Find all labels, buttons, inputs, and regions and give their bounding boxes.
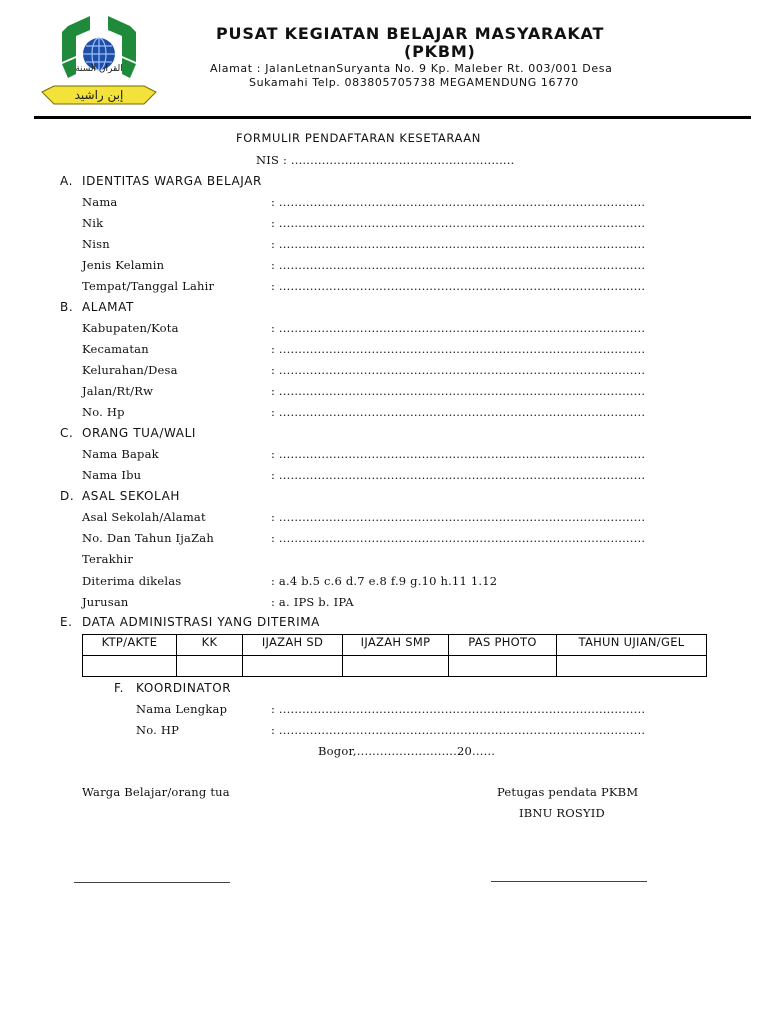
field-label: Jurusan: [82, 595, 129, 609]
section-e-title: DATA ADMINISTRASI YANG DITERIMA: [82, 615, 320, 629]
section-e-letter: E.: [60, 615, 73, 629]
field-label: No. HP: [136, 723, 180, 737]
table-cell: [177, 656, 243, 677]
field-dots: : ...............................................................................................: [271, 279, 646, 293]
field-label: Tempat/Tanggal Lahir: [82, 279, 215, 293]
table-cell: [557, 656, 707, 677]
column-header: KK: [177, 635, 243, 656]
field-label: Kecamatan: [82, 342, 149, 356]
field-label: Terakhir: [82, 552, 134, 566]
field-label: Jenis Kelamin: [82, 258, 165, 272]
section-f-title: KOORDINATOR: [136, 681, 232, 695]
table-cell: [243, 656, 343, 677]
logo-arabic-top: القرآن السنة: [75, 64, 123, 74]
field-dots: : ...............................................................................................: [271, 447, 646, 461]
field-dots: : ...............................................................................................: [271, 405, 646, 419]
table-cell: [449, 656, 557, 677]
field-dots: : ...............................................................................................: [271, 723, 646, 737]
field-label: No. Hp: [82, 405, 125, 419]
field-dots: : ...............................................................................................: [271, 384, 646, 398]
admin-documents-table: [82, 634, 707, 677]
section-d-title: ASAL SEKOLAH: [82, 489, 181, 503]
column-header: IJAZAH SMP: [343, 635, 449, 656]
column-header: IJAZAH SD: [243, 635, 343, 656]
section-d-letter: D.: [60, 489, 75, 503]
section-b-title: ALAMAT: [82, 300, 134, 314]
nis-field: NIS : ..........................................................: [256, 153, 515, 167]
signature-left-label: Warga Belajar/orang tua: [82, 785, 230, 799]
field-dots: : ...............................................................................................: [271, 321, 646, 335]
field-label: Kabupaten/Kota: [82, 321, 179, 335]
field-label: Asal Sekolah/Alamat: [82, 510, 206, 524]
table-row: [83, 656, 707, 677]
field-dots: : ...............................................................................................: [271, 258, 646, 272]
field-label: Nisn: [82, 237, 110, 251]
kelas-options: : a.4 b.5 c.6 d.7 e.8 f.9 g.10 h.11 1.12: [271, 574, 498, 588]
field-dots: : ...............................................................................................: [271, 216, 646, 230]
field-dots: : ...............................................................................................: [271, 195, 646, 209]
field-label: No. Dan Tahun IjaZah: [82, 531, 214, 545]
signature-line-right: [491, 881, 647, 882]
field-label: Nama Bapak: [82, 447, 159, 461]
field-dots: : ...............................................................................................: [271, 237, 646, 251]
section-c-title: ORANG TUA/WALI: [82, 426, 197, 440]
signature-right-name: IBNU ROSYID: [519, 806, 605, 820]
table-header-row: [83, 635, 707, 656]
place-date: Bogor,..........................20......: [318, 744, 496, 758]
field-dots: : ...............................................................................................: [271, 468, 646, 482]
form-title: FORMULIR PENDAFTARAN KESETARAAN: [236, 131, 481, 145]
field-dots: : ...............................................................................................: [271, 342, 646, 356]
field-dots: : ...............................................................................................: [271, 363, 646, 377]
header-title: PUSAT KEGIATAN BELAJAR MASYARAKAT: [216, 24, 605, 43]
field-label: Nama Lengkap: [136, 702, 228, 716]
column-header: KTP/AKTE: [83, 635, 177, 656]
field-label: Kelurahan/Desa: [82, 363, 178, 377]
header-divider: [34, 116, 751, 119]
jurusan-options: : a. IPS b. IPA: [271, 595, 354, 609]
field-label: Nama Ibu: [82, 468, 142, 482]
field-dots: : ...............................................................................................: [271, 531, 646, 545]
section-b-letter: B.: [60, 300, 74, 314]
logo-ribbon-text: إبن راشيد: [74, 88, 124, 102]
signature-right-title: Petugas pendata PKBM: [497, 785, 639, 799]
table-cell: [83, 656, 177, 677]
signature-line-left: [74, 882, 230, 883]
field-label: Jalan/Rt/Rw: [82, 384, 154, 398]
header-subtitle: (PKBM): [404, 42, 476, 61]
field-dots: : ...............................................................................................: [271, 702, 646, 716]
section-a-letter: A.: [60, 174, 74, 188]
pkbm-logo: [40, 14, 158, 108]
table-cell: [343, 656, 449, 677]
column-header: TAHUN UJIAN/GEL: [557, 635, 707, 656]
column-header: PAS PHOTO: [449, 635, 557, 656]
header-address-line-2: Sukamahi Telp. 083805705738 MEGAMENDUNG 16770: [249, 76, 579, 89]
field-label: Diterima dikelas: [82, 574, 182, 588]
header-address-line-1: Alamat : JalanLetnanSuryanta No. 9 Kp. Maleber Rt. 003/001 Desa: [210, 62, 613, 75]
field-dots: : ...............................................................................................: [271, 510, 646, 524]
field-label: Nik: [82, 216, 104, 230]
field-label: Nama: [82, 195, 118, 209]
section-c-letter: C.: [60, 426, 74, 440]
section-f-letter: F.: [114, 681, 124, 695]
section-a-title: IDENTITAS WARGA BELAJAR: [82, 174, 262, 188]
